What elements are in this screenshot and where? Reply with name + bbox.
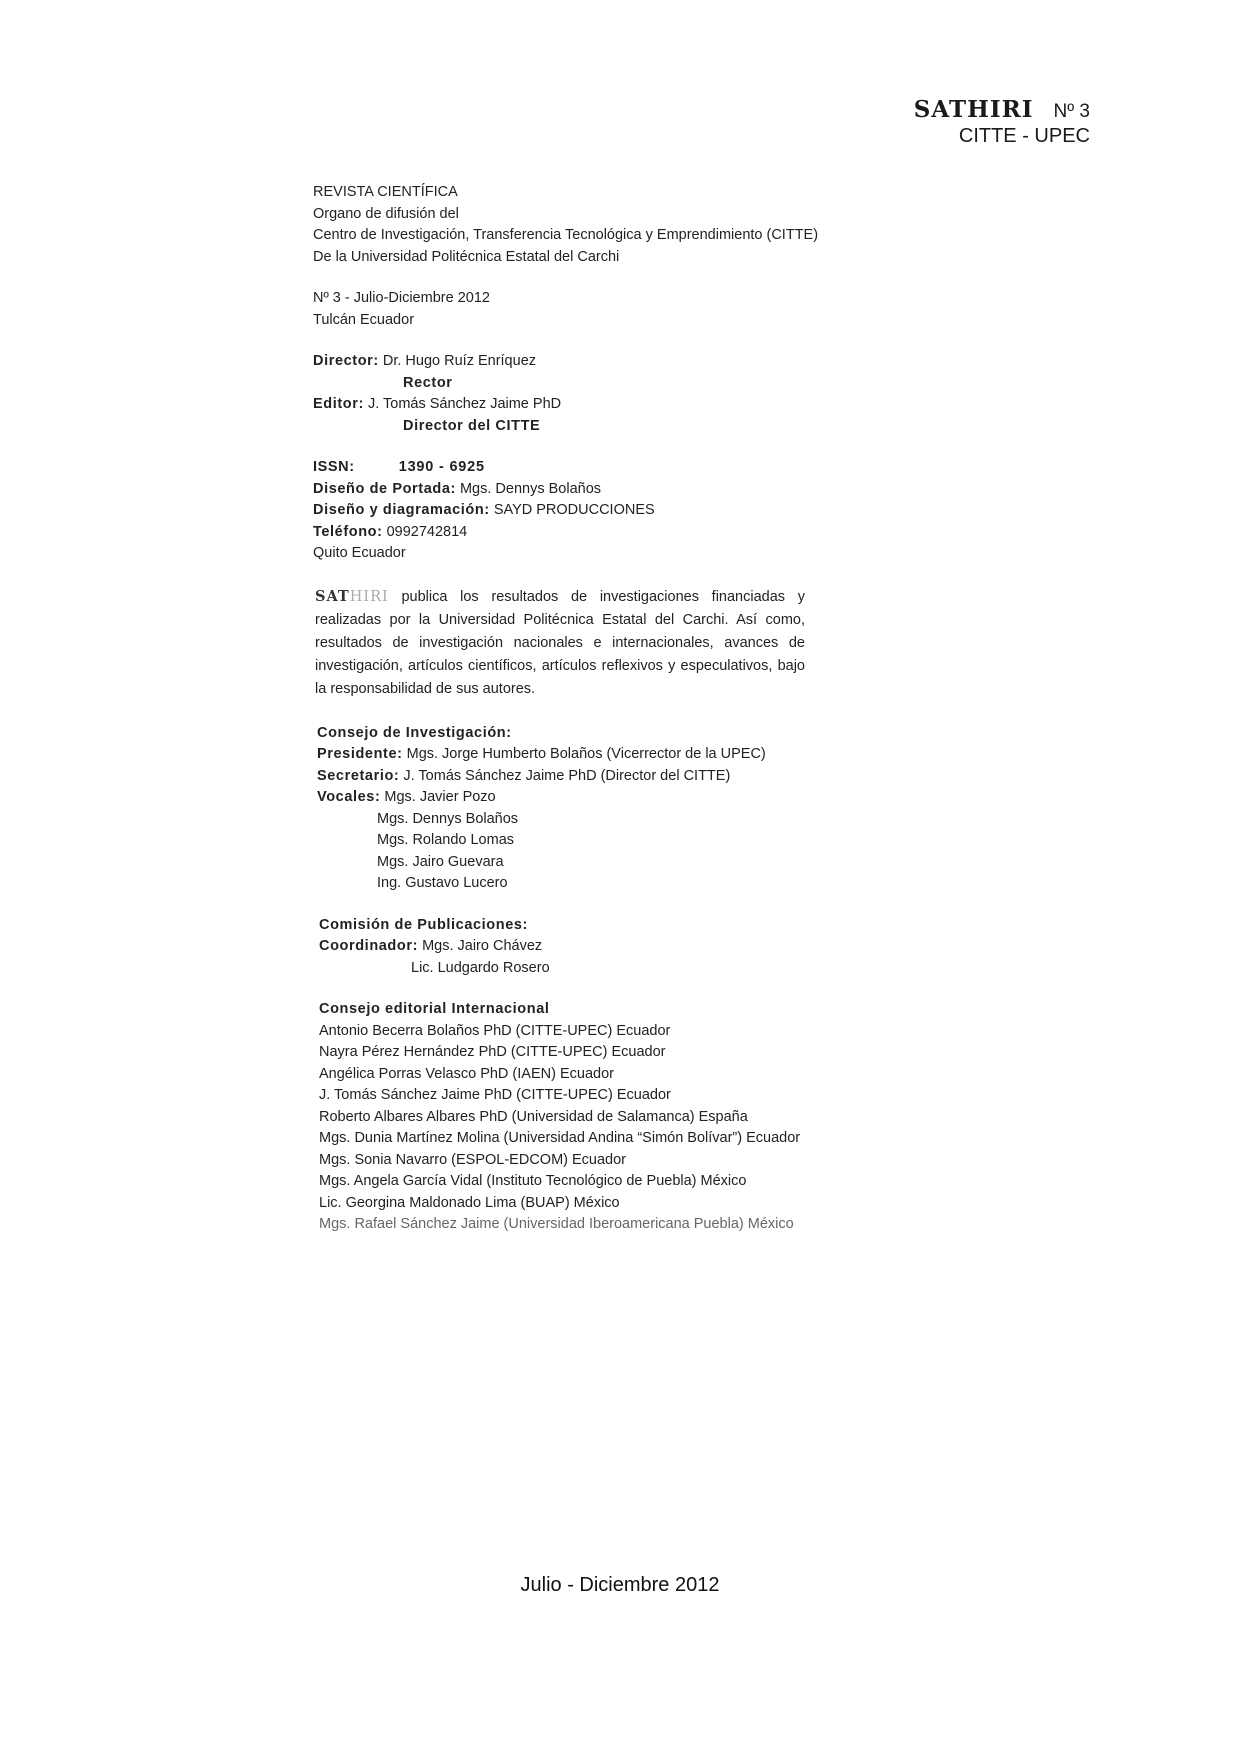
research-council-block	[313, 723, 813, 895]
journal-logo-inline	[315, 588, 389, 605]
coordinator-label: Coordinador:	[319, 938, 419, 954]
board-member: Mgs. Angela García Vidal (Instituto Tecnológico de Puebla) México	[319, 1173, 747, 1189]
page-footer: Julio - Diciembre 2012	[520, 1574, 720, 1596]
staff-block	[313, 351, 813, 437]
members-line	[317, 787, 813, 809]
logo-faint-text: HIRI	[349, 588, 389, 605]
phone-label: Teléfono:	[313, 523, 383, 540]
intro-line: De la Universidad Politécnica Estatal del Carchi	[313, 248, 620, 265]
coordinator-line	[319, 936, 813, 958]
board-member: Angélica Porras Velasco PhD (IAEN) Ecuador	[319, 1065, 614, 1082]
issue-number: Nº 3	[1053, 101, 1090, 122]
page-header	[914, 96, 1090, 148]
research-council-title: Consejo de Investigación:	[317, 724, 512, 741]
council-member: Mgs. Javier Pozo	[384, 789, 496, 805]
secretary-line	[317, 766, 813, 788]
issue-info-block	[313, 288, 813, 331]
institution-name: CITTE - UPEC	[958, 125, 1090, 147]
director-name: Dr. Hugo Ruíz Enríquez	[382, 353, 537, 369]
intro-block	[313, 182, 819, 268]
board-member: Mgs. Sonia Navarro (ESPOL-EDCOM) Ecuador	[319, 1151, 627, 1168]
publication-info-block	[313, 457, 813, 565]
members-label: Vocales:	[317, 789, 381, 805]
council-member: Mgs. Dennys Bolaños	[377, 810, 519, 827]
editor-label: Editor:	[313, 396, 364, 412]
issue-location-line: Tulcán Ecuador	[313, 311, 415, 328]
secretary-label: Secretario:	[317, 767, 400, 784]
description-text: publica los resultados de investigaciones financiadas y realizadas por la Universidad Politécnica Estatal del Carchi. Así como, resultados de investigación nacionales e internacionales, avances de investigación, artículos científicos, artículos reflexivos y especulativos, bajo la responsabilidad de sus autores.	[315, 588, 806, 697]
layout-design-label: Diseño y diagramación:	[313, 502, 490, 518]
council-member: Ing. Gustavo Lucero	[377, 875, 508, 891]
issn-label: ISSN:	[313, 459, 355, 475]
secretary-value: J. Tomás Sánchez Jaime PhD (Director del CITTE)	[403, 767, 731, 784]
publications-commission-title: Comisión de Publicaciones:	[319, 916, 528, 933]
board-member: Roberto Albares Albares PhD (Universidad de Salamanca) España	[319, 1108, 748, 1125]
phone-value: 0992742814	[386, 523, 468, 540]
journal-description	[313, 585, 805, 701]
cover-design-value: Mgs. Dennys Bolaños	[459, 480, 602, 497]
board-member: Nayra Pérez Hernández PhD (CITTE-UPEC) Ecuador	[319, 1044, 666, 1060]
intro-line: Centro de Investigación, Transferencia Tecnológica y Emprendimiento (CITTE)	[313, 227, 819, 243]
layout-design-line	[313, 500, 813, 522]
masthead-content	[313, 182, 819, 1236]
director-line	[313, 351, 813, 373]
logo-main-text: SAT	[315, 587, 350, 605]
director-label: Director:	[313, 353, 379, 369]
council-member: Mgs. Jairo Guevara	[377, 853, 504, 870]
editor-role: Director del CITTE	[403, 417, 541, 434]
phone-line	[313, 522, 813, 544]
president-value: Mgs. Jorge Humberto Bolaños (Vicerrector de la UPEC)	[406, 746, 766, 762]
council-member: Mgs. Rolando Lomas	[377, 832, 515, 848]
editorial-board-title: Consejo editorial Internacional	[319, 1001, 550, 1017]
board-member: Lic. Georgina Maldonado Lima (BUAP) México	[319, 1194, 620, 1211]
board-member: J. Tomás Sánchez Jaime PhD (CITTE-UPEC) Ecuador	[319, 1087, 671, 1103]
director-role: Rector	[403, 374, 453, 391]
board-member: Mgs. Rafael Sánchez Jaime (Universidad Iberoamericana Puebla) México	[319, 1216, 794, 1232]
journal-name: SATHIRI	[913, 96, 1034, 123]
cover-design-label: Diseño de Portada:	[313, 480, 456, 497]
city-line: Quito Ecuador	[313, 545, 406, 561]
intro-line: Organo de difusión del	[313, 205, 459, 222]
cover-design-line	[313, 479, 813, 501]
editorial-board-block	[313, 999, 813, 1236]
president-line	[317, 744, 813, 766]
intro-line: REVISTA CIENTÍFICA	[313, 184, 458, 200]
layout-design-value: SAYD PRODUCCIONES	[493, 502, 655, 518]
editor-line	[313, 394, 813, 416]
editor-name: J. Tomás Sánchez Jaime PhD	[367, 396, 562, 412]
issn-line	[313, 457, 813, 479]
issn-value: 1390 - 6925	[398, 459, 485, 475]
publications-commission-block	[313, 915, 813, 980]
coordinator-name: Lic. Ludgardo Rosero	[411, 959, 550, 976]
board-member: Antonio Becerra Bolaños PhD (CITTE-UPEC) Ecuador	[319, 1022, 671, 1039]
president-label: Presidente:	[317, 746, 403, 762]
issue-date-line: Nº 3 - Julio-Diciembre 2012	[313, 290, 490, 306]
coordinator-name: Mgs. Jairo Chávez	[422, 938, 543, 954]
board-member: Mgs. Dunia Martínez Molina (Universidad Andina “Simón Bolívar”) Ecuador	[319, 1130, 801, 1146]
header-title-row	[914, 96, 1090, 123]
